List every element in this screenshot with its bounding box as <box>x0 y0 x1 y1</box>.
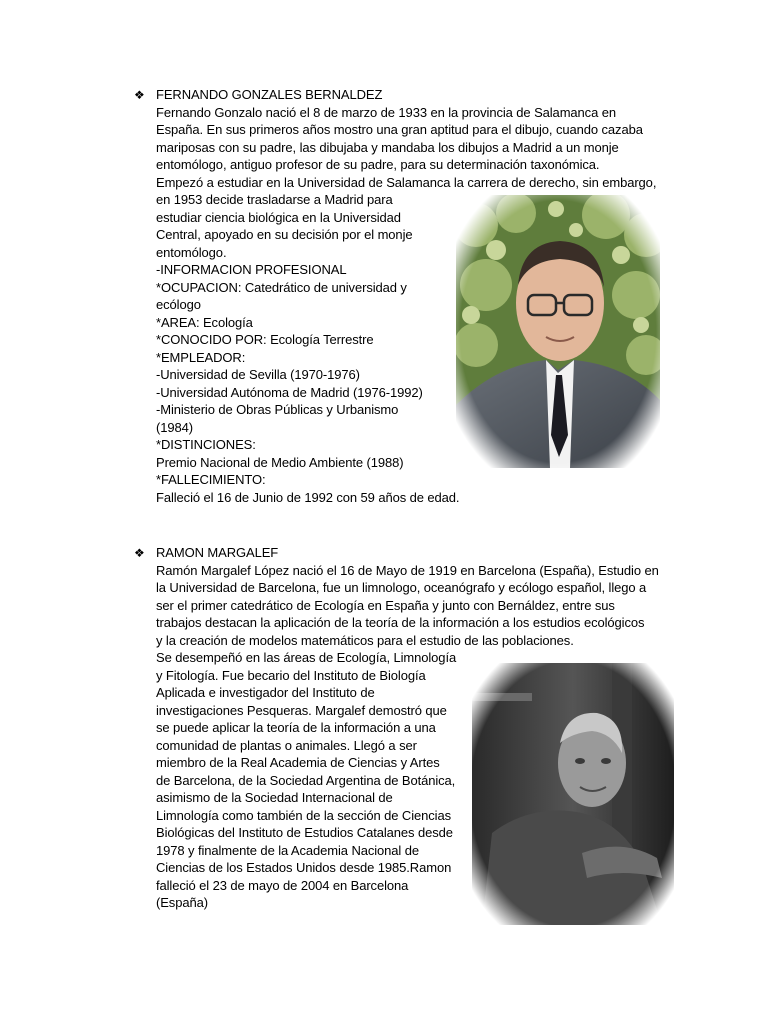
section-heading: RAMON MARGALEF <box>156 545 279 560</box>
text-line: *DISTINCIONES: <box>156 437 256 452</box>
text-line: *FALLECIMIENTO: <box>156 472 266 487</box>
text-line: 1978 y finalmente de la Academia Nacional de <box>156 842 419 858</box>
text-line: mariposas con su padre, las dibujaba y mandaba los dibujos a Madrid a un monje <box>156 139 619 155</box>
text-line: -Universidad de Sevilla (1970-1976) <box>156 367 360 382</box>
text-line: falleció el 23 de mayo de 2004 en Barcelona <box>156 877 409 893</box>
text-line: *AREA: Ecología <box>156 314 253 330</box>
section-heading: FERNANDO GONZALES BERNALDEZ <box>156 87 383 102</box>
text-line: Central, apoyado en su decisión por el monje <box>156 227 413 242</box>
text-line: -INFORMACION PROFESIONAL <box>156 262 347 277</box>
text-line: estudiar ciencia biológica en la Universidad <box>156 209 401 225</box>
text-line: de Barcelona, de la Sociedad Argentina de Botánica, <box>156 772 456 788</box>
text-line: Falleció el 16 de Junio de 1992 con 59 años de edad. <box>156 489 460 505</box>
text-line: entomólogo, antiguo profesor de su padre, para su determinación taxonómica. <box>156 157 600 172</box>
text-line: Ciencias de los Estados Unidos desde 1985.Ramon <box>156 860 452 875</box>
text-line: investigaciones Pesqueras. Margalef demostró que <box>156 702 447 718</box>
text-line: miembro de la Real Academia de Ciencias y Artes <box>156 755 440 770</box>
text-line: Ramón Margalef López nació el 16 de Mayo de 1919 en Barcelona (España), Estudio en <box>156 562 659 578</box>
text-line: Premio Nacional de Medio Ambiente (1988) <box>156 454 404 470</box>
portrait-photo-fernando-gonzalez <box>456 195 660 468</box>
text-line: entomólogo. <box>156 244 227 260</box>
text-line: y Fitología. Fue becario del Instituto de Biología <box>156 667 426 683</box>
diamond-bullet-icon: ❖ <box>134 88 145 102</box>
text-line: Aplicada e investigador del Instituto de <box>156 685 375 700</box>
text-line: -Ministerio de Obras Públicas y Urbanismo <box>156 402 399 417</box>
text-line: Fernando Gonzalo nació el 8 de marzo de 1933 en la provincia de Salamanca en <box>156 104 616 120</box>
text-line: ecólogo <box>156 297 201 312</box>
text-line: Biológicas del Instituto de Estudios Catalanes desde <box>156 825 453 840</box>
text-line: (1984) <box>156 419 193 435</box>
portrait-photo-ramon-margalef <box>472 663 674 925</box>
text-line: *EMPLEADOR: <box>156 349 246 365</box>
text-line: Empezó a estudiar en la Universidad de Salamanca la carrera de derecho, sin embargo, <box>156 174 657 190</box>
text-line: España. En sus primeros años mostro una gran aptitud para el dibujo, cuando cazaba <box>156 122 643 137</box>
text-line: *OCUPACION: Catedrático de universidad y <box>156 279 407 295</box>
text-line: y la creación de modelos matemáticos para el estudio de las poblaciones. <box>156 632 574 648</box>
text-line: Se desempeñó en las áreas de Ecología, Limnología <box>156 650 457 665</box>
text-line: comunidad de plantas o animales. Llegó a ser <box>156 737 417 753</box>
text-line: Limnología como también de la sección de Ciencias <box>156 807 451 823</box>
text-line: asimismo de la Sociedad Internacional de <box>156 790 393 805</box>
diamond-bullet-icon: ❖ <box>134 546 145 560</box>
text-line: *CONOCIDO POR: Ecología Terrestre <box>156 332 374 347</box>
text-line: se puede aplicar la teoría de la información a una <box>156 720 436 735</box>
text-line: en 1953 decide trasladarse a Madrid para <box>156 192 393 207</box>
text-line: ser el primer catedrático de Ecología en España y junto con Bernáldez, entre sus <box>156 597 615 613</box>
text-line: (España) <box>156 895 208 910</box>
text-line: trabajos destacan la aplicación de la teoría de la información a los estudios ecológicos <box>156 615 645 630</box>
text-line: -Universidad Autónoma de Madrid (1976-1992) <box>156 384 423 400</box>
text-line: la Universidad de Barcelona, fue un limnologo, oceanógrafo y ecólogo español, llego a <box>156 580 647 595</box>
